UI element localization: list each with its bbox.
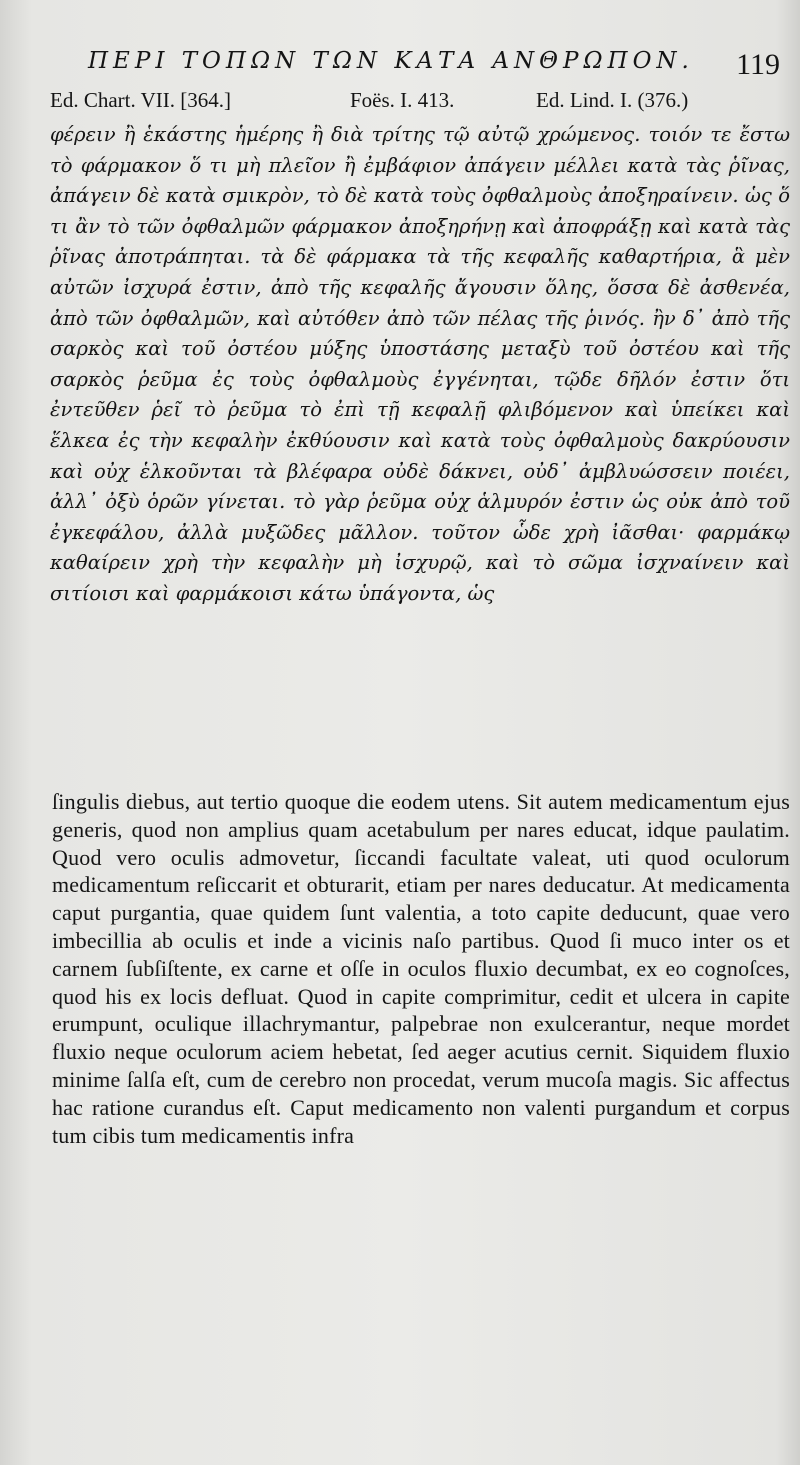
greek-text-block: φέρειν ἢ ἑκάστης ἡμέρης ἢ διὰ τρίτης τῷ αὐτῷ χρώμενος. τοιόν τε ἔστω τὸ φάρμακον ὅ τι μὴ πλεῖον ἢ ἐμβάφιον ἀπάγειν μέλλει κατὰ τὰς ῥῖνας, ἀπάγειν δὲ κατὰ σμικρὸν, τὸ δὲ κατὰ τοὺς ὀφθαλμοὺς ἀποξηραίνειν. ὡς ὅ τι ἂν τὸ τῶν ὀφθαλμῶν φάρμακον ἀποξηρήνῃ καὶ ἀποφράξῃ καὶ κατὰ τὰς ῥῖνας ἀποτράπηται. τὰ δὲ φάρμακα τὰ τῆς κεφαλῆς καθαρτήρια, ἃ μὲν αὐτῶν ἰσχυρά ἐστιν, ἀπὸ τῆς κεφαλῆς ἄγουσιν ὅλης, ὅσσα δὲ ἀσθενέα, ἀπὸ τῶν ὀφθαλμῶν, καὶ αὐτόθεν ἀπὸ τῶν πέλας τῆς ῥινός. ἢν δ᾿ ἀπὸ τῆς σαρκὸς καὶ τοῦ ὀστέου μύξης ὑποστάσης μεταξὺ τοῦ ὀστέου καὶ τῆς σαρκὸς ῥεῦμα ἐς τοὺς ὀφθαλμοὺς ἐγγένηται, τῷδε δῆλόν ἐστιν ὅτι ἐντεῦθεν ῥεῖ τὸ ῥεῦμα τὸ ἐπὶ τῇ κεφαλῇ φλιβόμενον καὶ ὑπείκει καὶ ἕλκεα ἐς τὴν κεφαλὴν ἐκθύουσιν καὶ κατὰ τοὺς ὀφθαλμοὺς δακρύουσιν καὶ οὐχ ἑλκοῦνται τὰ βλέφαρα οὐδὲ δάκνει, οὐδ᾿ ἀμβλυώσσειν ποιέει, ἀλλ᾿ ὀξὺ ὁρῶν γίνεται. τὸ γὰρ ῥεῦμα οὐχ ἁλμυρόν ἐστιν ὡς οὐκ ἀπὸ τοῦ ἐγκεφάλου, ἀλλὰ μυξῶδες μᾶλλον. τοῦτον ὧδε χρὴ ἰᾶσθαι· φαρμάκῳ καθαίρειν χρὴ τὴν κεφαλὴν μὴ ἰσχυρῷ, καὶ τὸ σῶμα ἰσχναίνειν καὶ σιτίοισι καὶ φαρμάκοισι κάτω ὑπάγοντα, ὡς bbox=[50, 123, 790, 605]
edition-ref-chartier: Ed. Chart. VII. [364.] bbox=[50, 88, 231, 112]
running-head bbox=[88, 44, 788, 88]
edition-ref-foes: Foës. I. 413. bbox=[350, 88, 455, 112]
running-title: ΠΕΡΙ ΤΟΠΩΝ ΤΩΝ ΚΑΤΑ ΑΝΘΡΩΠΟΝ. bbox=[88, 48, 694, 74]
edition-references bbox=[50, 88, 792, 118]
edition-ref-linden: Ed. Lind. I. (376.) bbox=[536, 88, 689, 112]
page-number: 119 bbox=[736, 48, 780, 81]
latin-translation-block: ſingulis diebus, aut tertio quoque die eodem utens. Sit autem medicamentum ejus generis, quod non amplius quam acetabulum per nares educat, idque paulatim. Quod vero oculis admovetur, ſiccandi facultate valeat, uti quod oculorum medicamentum reſiccarit et obturarit, etiam per nares deducatur. At medicamenta caput purgantia, quae quidem ſunt valentia, a toto capite deducunt, quae vero imbecillia ab oculis et inde a vicinis naſo partibus. Quod ſi muco inter os et carnem ſubſiſtente, ex carne et oſſe in oculos fluxio decumbat, ex eo cognoſces, quod his ex locis defluat. Quod in capite comprimitur, cedit et ulcera in capite erumpunt, oculique illachrymantur, palpebrae non exulcerantur, neque mordet fluxio neque oculorum aciem hebetat, ſed aeger acutius cernit. Siquidem fluxio minime ſalſa eſt, cum de cerebro non procedat, verum mucoſa magis. Sic affectus hac ratione curandus eſt. Caput medicamento non valenti purgandum et corpus tum cibis tum medicamentis infra bbox=[52, 789, 790, 1148]
